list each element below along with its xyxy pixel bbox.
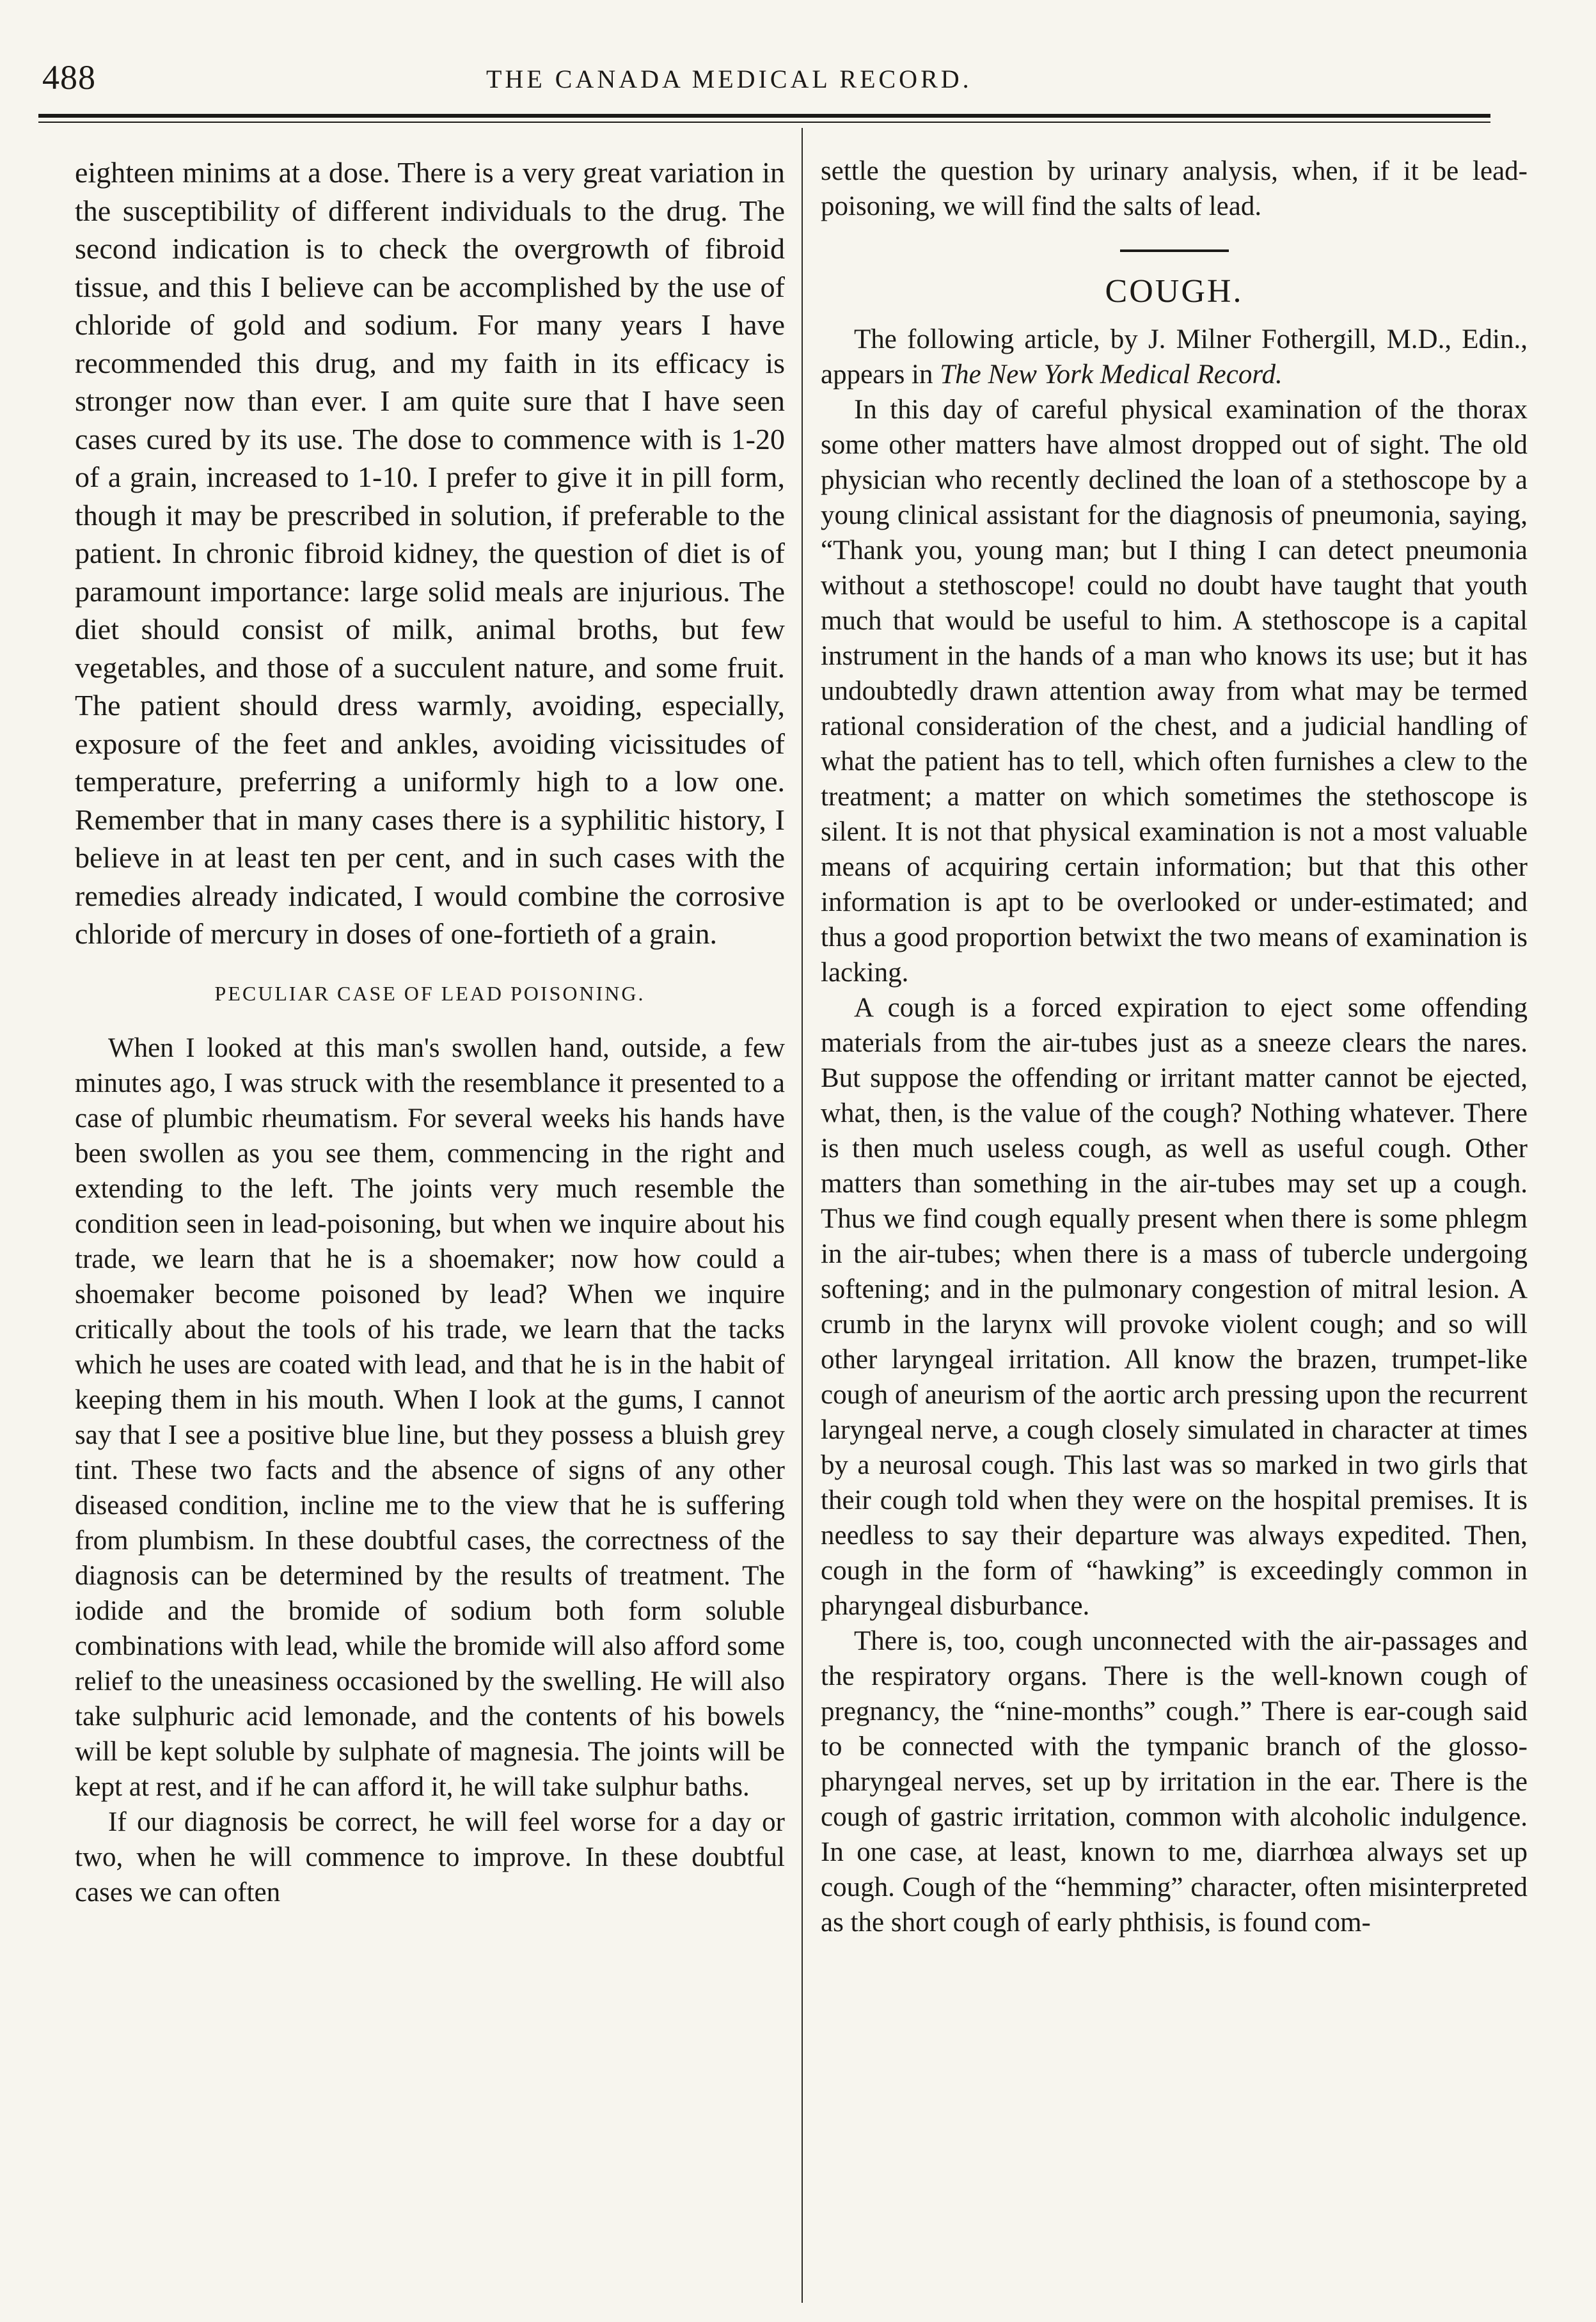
header-rule-thick [38,114,1490,118]
lead-poisoning-body [75,1031,785,1910]
header-rule-thin [38,122,1490,123]
column-divider [802,128,803,2303]
section-title-cough: COUGH. [1105,273,1244,310]
article-intro [821,322,1528,392]
section-separator-rule [1120,249,1229,252]
page-number: 488 [42,58,96,97]
left-column [75,154,785,1910]
running-title: THE CANADA MEDICAL RECORD. [486,65,972,93]
left-paragraph-2: When I looked at this man's swollen hand, outside, a few minutes ago, I was struck with the resemblance it presented to a case of plumbic rheumatism. For several weeks his hands have been swollen as you see them, commencing in the right and extending to the left. The joints very much resemble the condition seen in lead-poisoning, but when we inquire about his trade, we learn that he is a shoemaker; now how could a shoemaker become poisoned by lead? When we inquire critically about the tools of his trade, we learn that the tacks which he uses are coated with lead, and that he is in the habit of keeping them in his mouth. When I look at the gums, I cannot say that I see a positive blue line, but they possess a bluish grey tint. These two facts and the absence of signs of any other diseased condition, incline me to the view that he is suffering from plumbism. In these doubtful cases, the correctness of the diagnosis can be determined by the results of treatment. The iodide and the bromide of sodium both form soluble combinations with lead, while the bromide will also afford some relief to the uneasiness occasioned by the swelling. He will also take sulphuric acid lemonade, and the contents of his bowels will be kept soluble by sulphate of magnesia. The joints will be kept at rest, and if he can afford it, he will take sulphur baths. [75,1033,785,1802]
right-paragraph-4: There is, too, cough unconnected with the air-passages and the respiratory organs. There is the well-known cough of pregnancy, the “nine-months” cough.” There is ear-cough said to be connected with the tympanic branch of the glosso-pharyngeal nerves, set up by irritation in the ear. There is the cough of gastric irritation, common with alcoholic indulgence. In one case, at least, known to me, diarrhœa always set up cough. Cough of the “hemming” character, often misinterpreted as the short cough of early phthisis, is found com- [821,1626,1528,1938]
right-paragraph-2: In this day of careful physical examination of the thorax some other matters have almost dropped out of sight. The old physician who recently declined the loan of a stethoscope by a young clinical assistant for the diagnosis of pneumonia, saying, “Thank you, young man; but I thing I can detect pneumonia without a stethoscope! could no doubt have taught that youth much that would be useful to him. A stethoscope is a capital instrument in the hands of a man who knows its use; but it has undoubtedly drawn attention away from what may be termed rational consideration of the chest, and a judicial handling of what the patient has to tell, which often furnishes a clew to the treatment; a matter on which sometimes the stethoscope is silent. It is not that physical examination is not a most valuable means of acquiring certain information; but that this other information is apt to be overlooked or under-estimated; and thus a good proportion betwixt the two means of examination is lacking. [821,395,1528,988]
left-paragraph-3: If our diagnosis be correct, he will feel worse for a day or two, when he will commence to improve. In these doubtful cases we can often [75,1807,785,1907]
right-column [821,154,1528,1940]
journal-title: The New York Medical Record. [940,359,1283,390]
page-header [38,26,1497,96]
right-paragraph-1: settle the question by urinary analysis, when, if it be lead-poisoning, we will find the salts of lead. [821,156,1528,221]
right-paragraph-3: A cough is a forced expiration to eject some offending materials from the air-tubes just as a sneeze clears the nares. But suppose the offending or irritant matter cannot be ejected, what, then, is the value of the cough? Nothing whatever. There is then much useless cough, as well as useful cough. Other matters than something in the air-tubes may set up a cough. Thus we find cough equally present when there is some phlegm in the air-tubes; when there is a mass of tubercle undergoing softening; and in the pulmonary congestion of mitral lesion. A crumb in the larynx will provoke violent cough; and so will other laryngeal irritation. All know the brazen, trumpet-like cough of aneurism of the aortic arch pressing upon the recurrent laryngeal nerve, a cough closely simulated in character at times by a neurosal cough. This last was so marked in two girls that their cough told when they were on the hospital premises. It is needless to say their departure was always expedited. Then, cough in the form of “hawking” is exceedingly common in pharyngeal disburbance. [821,993,1528,1621]
left-paragraph-1: eighteen minims at a dose. There is a very great variation in the susceptibility of different individuals to the drug. The second indication is to check the overgrowth of fibroid tissue, and this I believe can be accomplished by the use of chloride of gold and sodium. For many years I have recommended this drug, and my faith in its efficacy is stronger now than ever. I am quite sure that I have seen cases cured by its use. The dose to commence with is 1-20 of a grain, increased to 1-10. I prefer to give it in pill form, though it may be prescribed in solution, if preferable to the patient. In chronic fibroid kidney, the question of diet is of paramount importance: large solid meals are injurious. The diet should consist of milk, animal broths, but few vegetables, and those of a succulent nature, and some fruit. The patient should dress warmly, avoiding, especially, exposure of the feet and ankles, avoiding vicissitudes of temperature, preferring a uniformly high to a low one. Remember that in many cases there is a syphilitic history, I believe in at least ten per cent, and in such cases with the remedies already indicated, I would combine the corrosive chloride of mercury in doses of one-fortieth of a grain. [75,156,785,950]
subheading-lead-poisoning: PECULIAR CASE OF LEAD POISONING. [214,981,645,1005]
intro-text: The following article, by J. Milner Fothergill, M.D., Edin., appears in [821,324,1528,390]
